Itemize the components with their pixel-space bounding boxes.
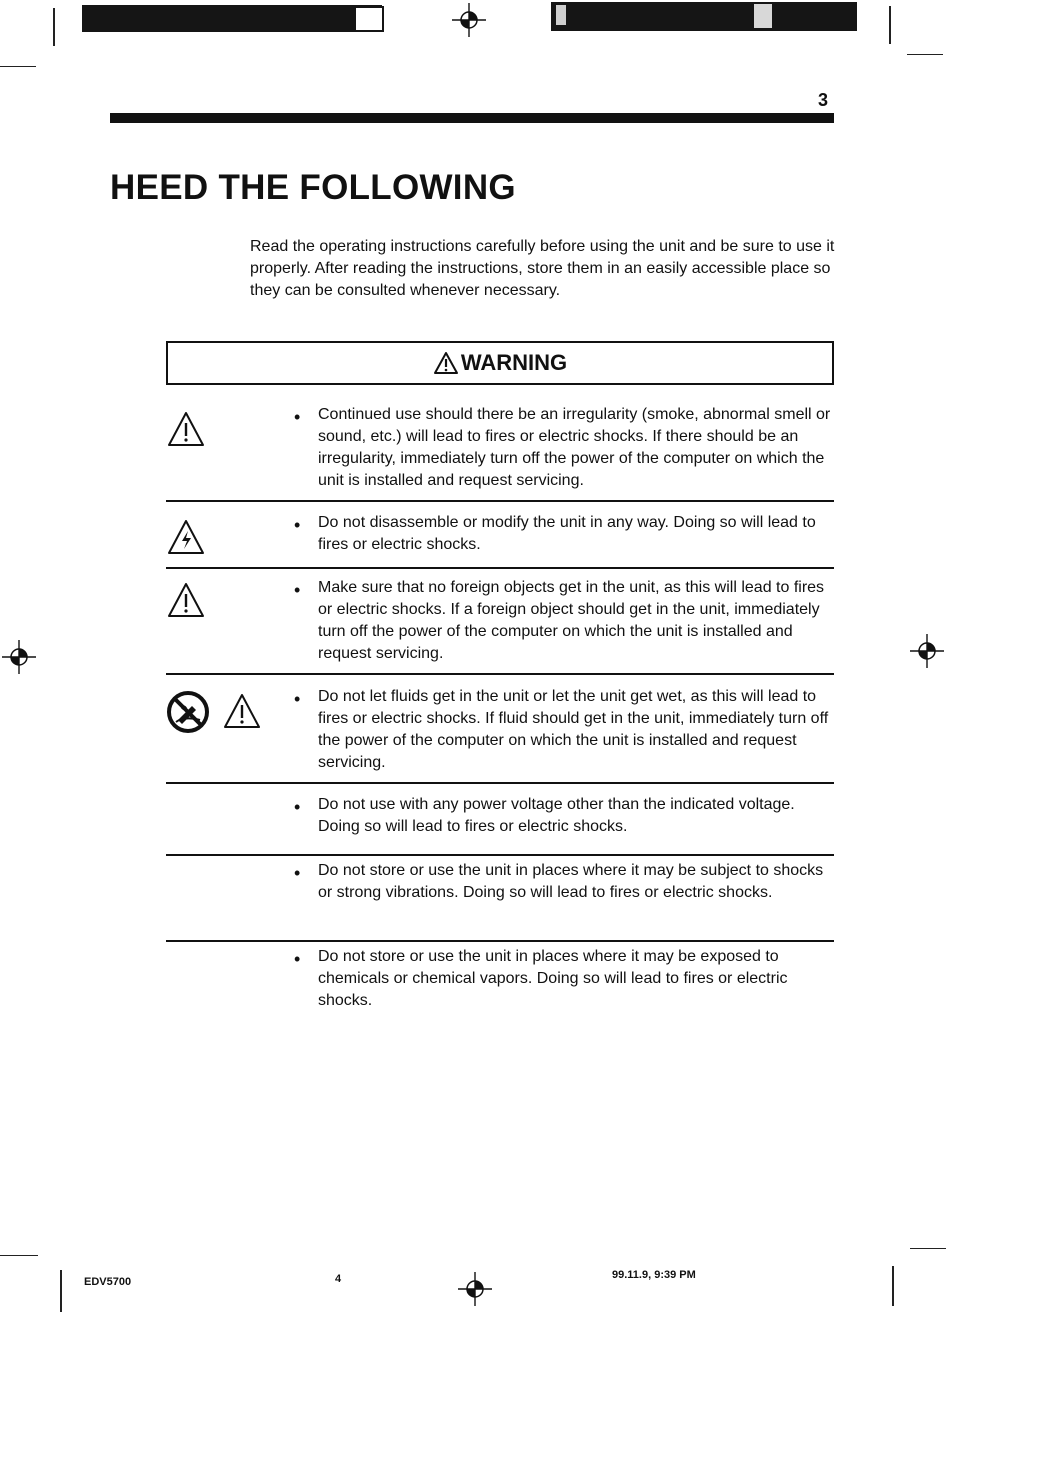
warning-item (166, 860, 834, 944)
crop-mark-top-right (889, 6, 891, 44)
bullet: • (294, 689, 301, 709)
electric-shock-triangle-icon (166, 518, 206, 556)
bullet: • (294, 515, 301, 535)
page-title: HEED THE FOLLOWING (110, 168, 516, 207)
crop-mark-right-lower (910, 1248, 946, 1249)
color-bar-left-square (354, 6, 384, 32)
warning-banner (166, 341, 834, 385)
color-bar-left (82, 5, 382, 32)
no-water-prohibition-icon (166, 690, 210, 734)
warning-item (166, 577, 834, 677)
warning-item-text: Continued use should there be an irregularity (smoke, abnormal smell or sound, etc.) will lead to fires or electric shocks. If there should be an irregularity, immediately turn off the power of the computer on which the unit is installed and request servicing. (318, 406, 831, 489)
intro-paragraph: Read the operating instructions carefully before using the unit and be sure to use it properly. After reading the instructions, store them in an easily accessible place so they can be consulted whenever necessary. (250, 238, 835, 299)
warning-item-text: Do not store or use the unit in places where it may be subject to shocks or strong vibrations. Doing so will lead to fires or electric shocks. (318, 862, 824, 901)
crop-mark-bottom-right (892, 1266, 894, 1306)
item-divider (166, 782, 834, 784)
footer-model: EDV5700 (84, 1276, 132, 1288)
footer-sheet-number: 4 (335, 1273, 342, 1285)
page-number: 3 (818, 90, 829, 110)
color-bar-right-patch (754, 4, 772, 28)
warning-item (166, 794, 834, 858)
warning-item (166, 404, 834, 504)
warning-item-text: Do not use with any power voltage other than the indicated voltage. Doing so will lead to fires or electric shocks. (318, 796, 795, 835)
color-bar-right (551, 2, 857, 31)
bullet: • (294, 580, 301, 600)
warning-item-text: Do not disassemble or modify the unit in any way. Doing so will lead to fires or electric shocks. (318, 514, 816, 553)
header-rule (110, 113, 834, 123)
caution-triangle-icon (166, 581, 206, 619)
crop-mark-bottom-left (60, 1270, 62, 1312)
item-divider (166, 854, 834, 856)
crop-mark-left-upper (0, 66, 36, 67)
warning-item-text: Do not let fluids get in the unit or let the unit get wet, as this will lead to fires or electric shocks. If fluid should get in the unit, immediately turn off the power of the computer on which the unit is installed and request servicing. (318, 688, 829, 771)
registration-mark-bottom (458, 1272, 492, 1306)
warning-item (166, 946, 834, 1018)
item-divider (166, 940, 834, 942)
item-divider (166, 500, 834, 502)
footer-timestamp: 99.11.9, 9:39 PM (612, 1269, 696, 1281)
registration-mark-top (452, 3, 486, 37)
warning-item (166, 512, 834, 572)
warning-item-text: Make sure that no foreign objects get in the unit, as this will lead to fires or electric shocks. If a foreign object should get in the unit, immediately turn off the power of the computer on which the unit is installed and request servicing. (318, 579, 825, 662)
bullet: • (294, 949, 301, 969)
item-divider (166, 673, 834, 675)
warning-label: WARNING (460, 350, 568, 375)
bullet: • (294, 797, 301, 817)
bullet: • (294, 863, 301, 883)
warning-item (166, 686, 834, 788)
registration-mark-left (2, 640, 36, 674)
item-divider (166, 567, 834, 569)
crop-mark-right-upper (907, 54, 943, 55)
bullet: • (294, 407, 301, 427)
warning-item-text: Do not store or use the unit in places where it may be exposed to chemicals or chemical vapors. Doing so will lead to fires or electric shocks. (318, 948, 788, 1009)
caution-triangle-icon (166, 410, 206, 448)
crop-mark-top-left (53, 8, 55, 46)
caution-triangle-icon (222, 692, 262, 730)
registration-mark-right (910, 634, 944, 668)
color-bar-right-patch (556, 5, 566, 25)
crop-mark-left-lower (0, 1255, 38, 1256)
caution-triangle-icon (433, 351, 459, 375)
